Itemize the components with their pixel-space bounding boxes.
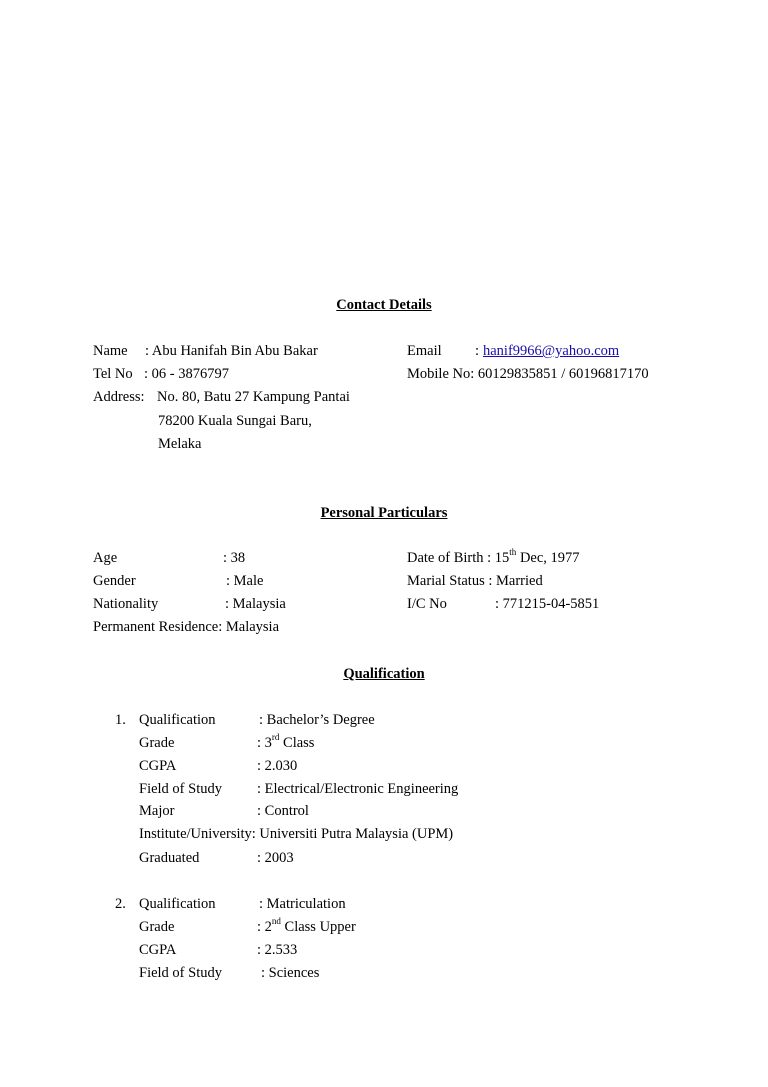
email-label: Email xyxy=(407,343,442,359)
grade-1-superscript: rd xyxy=(271,732,280,743)
address-label: Address: xyxy=(93,389,145,405)
grade-2-label: Grade xyxy=(139,919,175,935)
date-of-birth xyxy=(407,549,580,567)
grade-1-value xyxy=(257,734,314,752)
grade-1-label: Grade xyxy=(139,735,175,751)
name-label: Name xyxy=(93,343,128,359)
grade-1-prefix: : 3 xyxy=(257,735,272,751)
nationality-value: : Malaysia xyxy=(225,596,286,612)
grade-2-prefix: : 2 xyxy=(257,919,272,935)
qualification-heading: Qualification xyxy=(343,666,425,682)
permanent-residence: Permanent Residence: Malaysia xyxy=(93,619,280,635)
age-label: Age xyxy=(93,550,118,566)
qualification-1-label: Qualification xyxy=(139,712,216,728)
cgpa-2-value: : 2.533 xyxy=(257,942,298,958)
name-value: : Abu Hanifah Bin Abu Bakar xyxy=(145,343,318,359)
address-line-1: No. 80, Batu 27 Kampung Pantai xyxy=(157,389,350,405)
dob-prefix: Date of Birth : 15 xyxy=(407,550,510,566)
ic-value: : 771215-04-5851 xyxy=(495,596,600,612)
mobile-number: Mobile No: 60129835851 / 60196817170 xyxy=(407,366,649,382)
ic-label: I/C No xyxy=(407,596,447,612)
field-1-label: Field of Study xyxy=(139,781,222,797)
cgpa-1-label: CGPA xyxy=(139,758,177,774)
cgpa-2-label: CGPA xyxy=(139,942,177,958)
grade-2-superscript: nd xyxy=(271,916,281,927)
field-2-value: : Sciences xyxy=(261,965,320,981)
cgpa-1-value: : 2.030 xyxy=(257,758,298,774)
qualification-1-value: : Bachelor’s Degree xyxy=(259,712,375,728)
dob-suffix: Dec, 1977 xyxy=(516,550,580,566)
dob-superscript: th xyxy=(509,547,517,558)
age-value: : 38 xyxy=(223,550,246,566)
gender-value: : Male xyxy=(226,573,264,589)
qualification-2-number: 2. xyxy=(115,896,126,912)
qualification-2-value: : Matriculation xyxy=(259,896,346,912)
grade-1-suffix: Class xyxy=(279,735,315,751)
major-1-value: : Control xyxy=(257,803,309,819)
nationality-label: Nationality xyxy=(93,596,159,612)
grade-2-value xyxy=(257,918,356,936)
personal-particulars-heading: Personal Particulars xyxy=(320,505,448,521)
gender-label: Gender xyxy=(93,573,136,589)
major-1-label: Major xyxy=(139,803,175,819)
contact-details-heading: Contact Details xyxy=(336,297,432,313)
graduated-1-label: Graduated xyxy=(139,850,200,866)
marital-status: Marial Status : Married xyxy=(407,573,543,589)
qualification-2-label: Qualification xyxy=(139,896,216,912)
field-2-label: Field of Study xyxy=(139,965,222,981)
tel-value: : 06 - 3876797 xyxy=(144,366,229,382)
address-line-2: 78200 Kuala Sungai Baru, xyxy=(158,413,312,429)
tel-label: Tel No xyxy=(93,366,133,382)
email-link[interactable]: hanif9966@yahoo.com xyxy=(483,343,620,359)
email-colon: : xyxy=(475,343,480,359)
qualification-1-number: 1. xyxy=(115,712,126,728)
address-line-3: Melaka xyxy=(158,436,202,452)
institute-1: Institute/University: Universiti Putra Malaysia (UPM) xyxy=(139,826,454,842)
grade-2-suffix: Class Upper xyxy=(280,919,356,935)
field-1-value: : Electrical/Electronic Engineering xyxy=(257,781,459,797)
graduated-1-value: : 2003 xyxy=(257,850,294,866)
